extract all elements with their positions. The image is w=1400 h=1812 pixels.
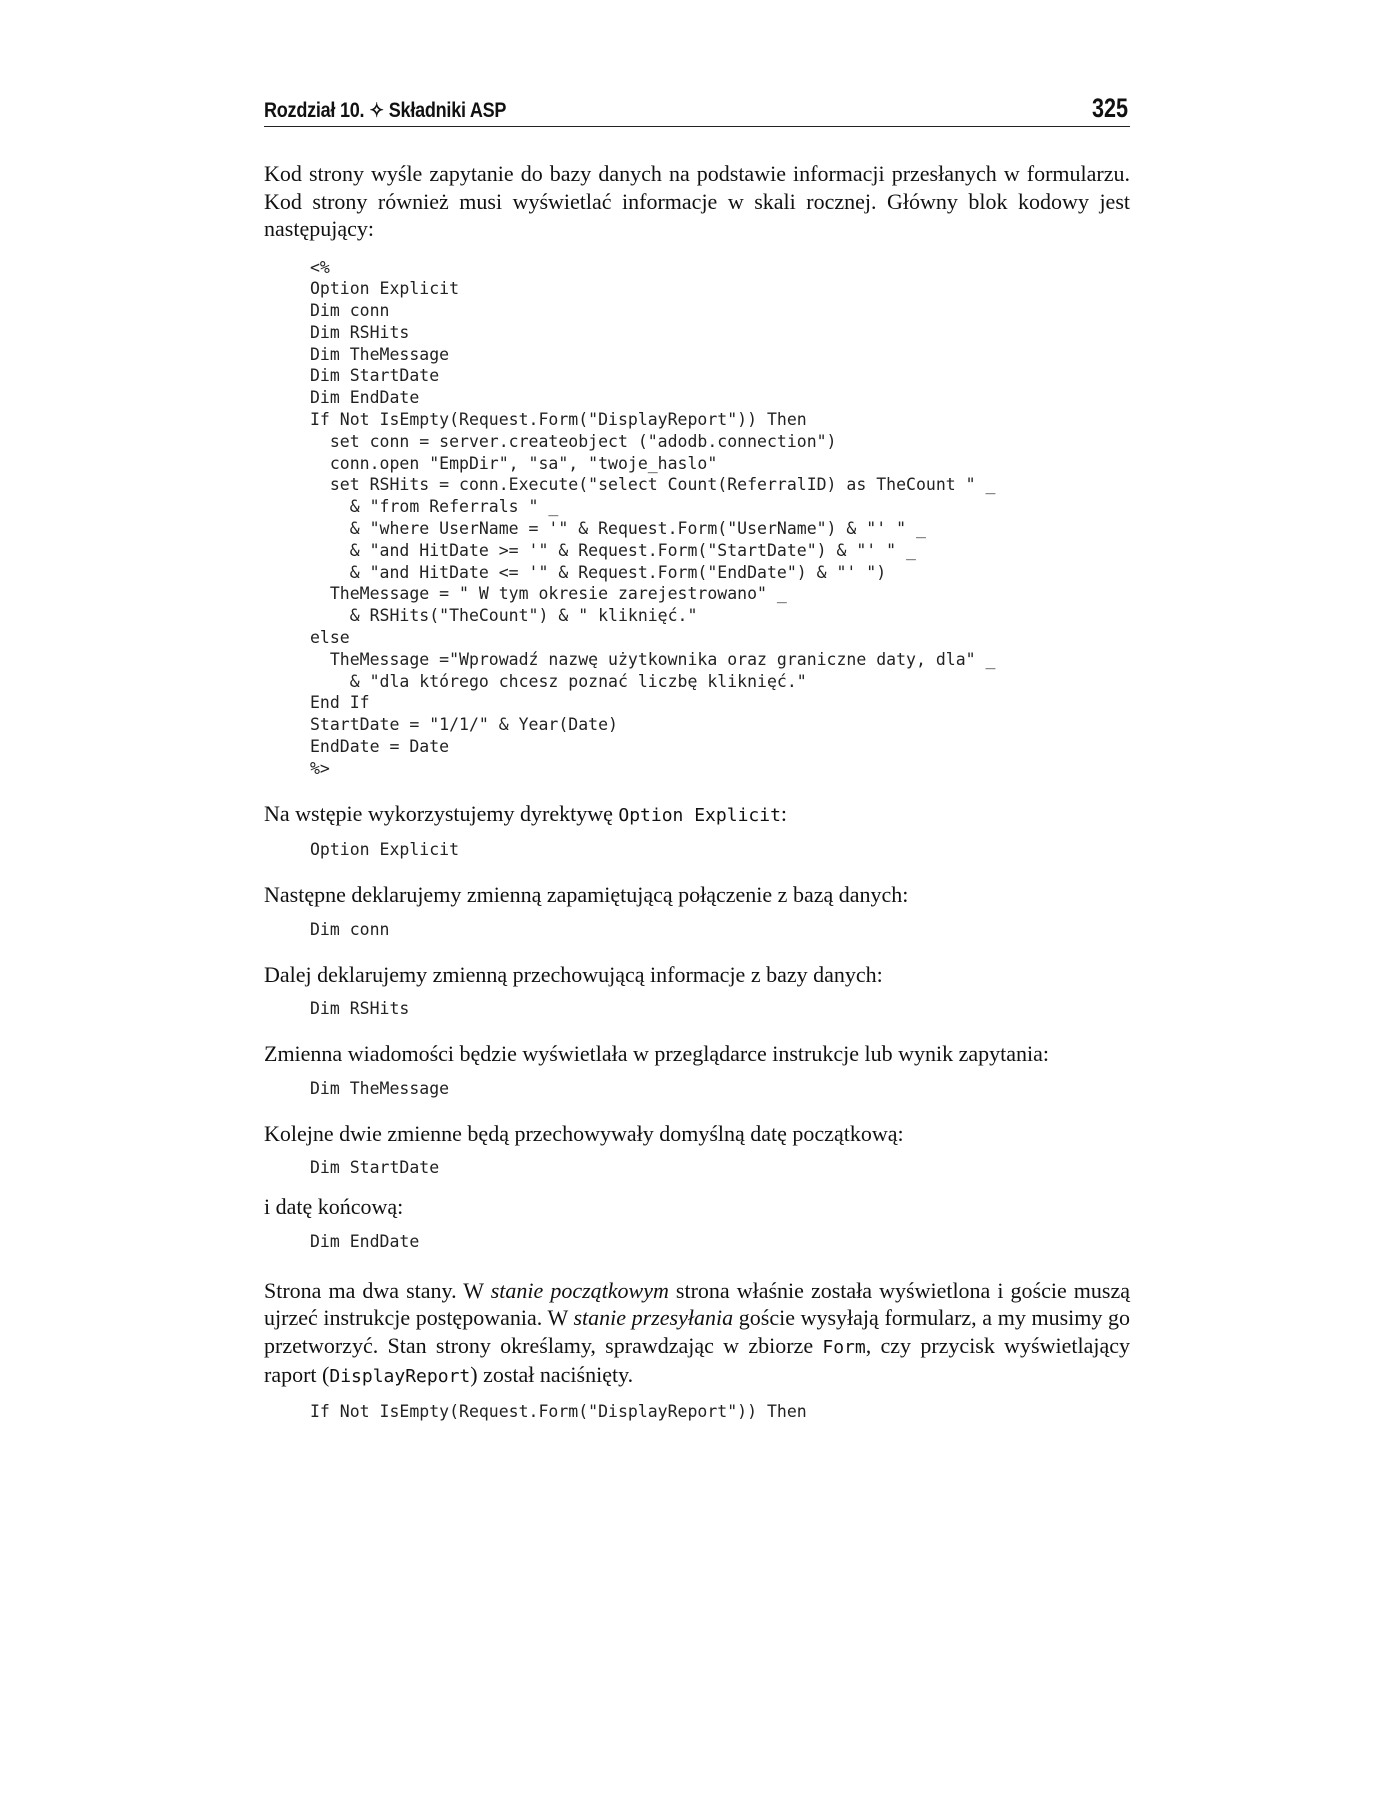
code-line: & RSHits("TheCount") & " kliknięć." [310,606,698,626]
code-line: & "from Referrals " _ [310,497,559,517]
code-line: If Not IsEmpty(Request.Form("DisplayReport")) Then [310,1401,807,1421]
paragraph-text: Na wstępie wykorzystujemy dyrektywę [264,800,619,826]
chapter-title [264,98,506,123]
code-line: Dim EndDate [310,1231,420,1251]
paragraph-text: ) został naciśnięty. [470,1362,634,1388]
code-line: & "and HitDate >= '" & Request.Form("StartDate") & "' " _ [310,540,916,560]
section-label: Składniki ASP [388,99,507,122]
code-line: else [310,628,350,648]
page-content [264,160,1130,1443]
code-line: End If [310,693,370,713]
code-line: Dim RSHits [310,999,410,1019]
inline-code: DisplayReport [329,1366,471,1388]
emphasis-term: stanie początkowym [490,1277,669,1303]
intro-paragraph: Kod strony wyśle zapytanie do bazy danych na podstawie informacji przesłanych w formularzu. Kod strony również musi wyświetlać informacje w skali rocznej. Główny blok kodowy jest następujący: [264,161,1130,241]
code-line: %> [310,758,330,778]
code-line: Dim TheMessage [310,1078,450,1098]
code-line: & "dla którego chcesz poznać liczbę kliknięć." [310,671,807,691]
code-line: Option Explicit [310,279,460,299]
code-snippet [264,998,1130,1020]
diamond-icon: ✧ [369,100,384,122]
paragraph-text: Strona ma dwa stany. W [264,1277,491,1303]
code-line: set conn = server.createobject ("adodb.connection") [310,431,837,451]
inline-code: Form [822,1336,866,1358]
main-code-block [264,257,1130,780]
paragraph-rshits: Dalej deklarujemy zmienną przechowującą informacje z bazy danych: [264,961,883,987]
emphasis-term: stanie przesyłania [573,1305,734,1331]
code-line: conn.open "EmpDir", "sa", "twoje_haslo" [310,453,718,473]
code-line: If Not IsEmpty(Request.Form("DisplayReport")) Then [310,410,807,430]
running-header [264,92,1130,127]
paragraph-enddate: i datę końcową: [264,1194,404,1220]
chapter-label: Rozdział 10. [264,99,365,122]
code-line: Dim conn [310,301,390,321]
code-snippet [264,1157,1130,1179]
code-line: Dim conn [310,919,390,939]
code-snippet [264,1231,1130,1253]
code-snippet [264,839,1130,861]
code-snippet [264,919,1130,941]
code-line: TheMessage ="Wprowadź nazwę użytkownika oraz graniczne daty, dla" _ [310,649,996,669]
paragraph-themessage: Zmienna wiadomości będzie wyświetlała w przeglądarce instrukcje lub wynik zapytania: [264,1041,1049,1067]
page-number: 325 [1091,93,1128,123]
paragraph-text: : [780,800,788,826]
code-line: Option Explicit [310,840,460,860]
code-line: StartDate = "1/1/" & Year(Date) [310,715,618,735]
paragraph-text: strona właśnie została wyświetlona i goście muszą ujrzeć instrukcje postępowania. W [264,1277,1130,1331]
code-snippet [264,1401,1130,1423]
code-snippet [264,1078,1130,1100]
code-line: set RSHits = conn.Execute("select Count(ReferralID) as TheCount " _ [310,475,996,495]
inline-code: Option Explicit [618,804,781,826]
code-listing [264,257,1130,780]
paragraph-option-explicit [264,800,1130,830]
paragraph-text: , czy przycisk wyświetlający raport ( [264,1332,1130,1388]
code-line: Dim StartDate [310,366,440,386]
code-line: Dim RSHits [310,322,410,342]
code-line: & "and HitDate <= '" & Request.Form("EndDate") & "' ") [310,562,887,582]
paragraph-page-states [264,1277,1130,1391]
code-line: & "where UserName = '" & Request.Form("UserName") & "' " _ [310,519,926,539]
paragraph-startdate: Kolejne dwie zmienne będą przechowywały domyślną datę początkową: [264,1120,904,1146]
paragraph-conn: Następne deklarujemy zmienną zapamiętującą połączenie z bazą danych: [264,882,909,908]
code-line: Dim StartDate [310,1158,440,1178]
paragraph-text: goście wysyłają formularz, a my musimy go przetworzyć. Stan strony określamy, sprawdzając w zbiorze [264,1305,1130,1358]
code-line: EndDate = Date [310,737,450,757]
code-line: Dim TheMessage [310,344,450,364]
code-line: TheMessage = " W tym okresie zarejestrowano" _ [310,584,787,604]
code-line: Dim EndDate [310,388,420,408]
code-line: <% [310,257,330,277]
